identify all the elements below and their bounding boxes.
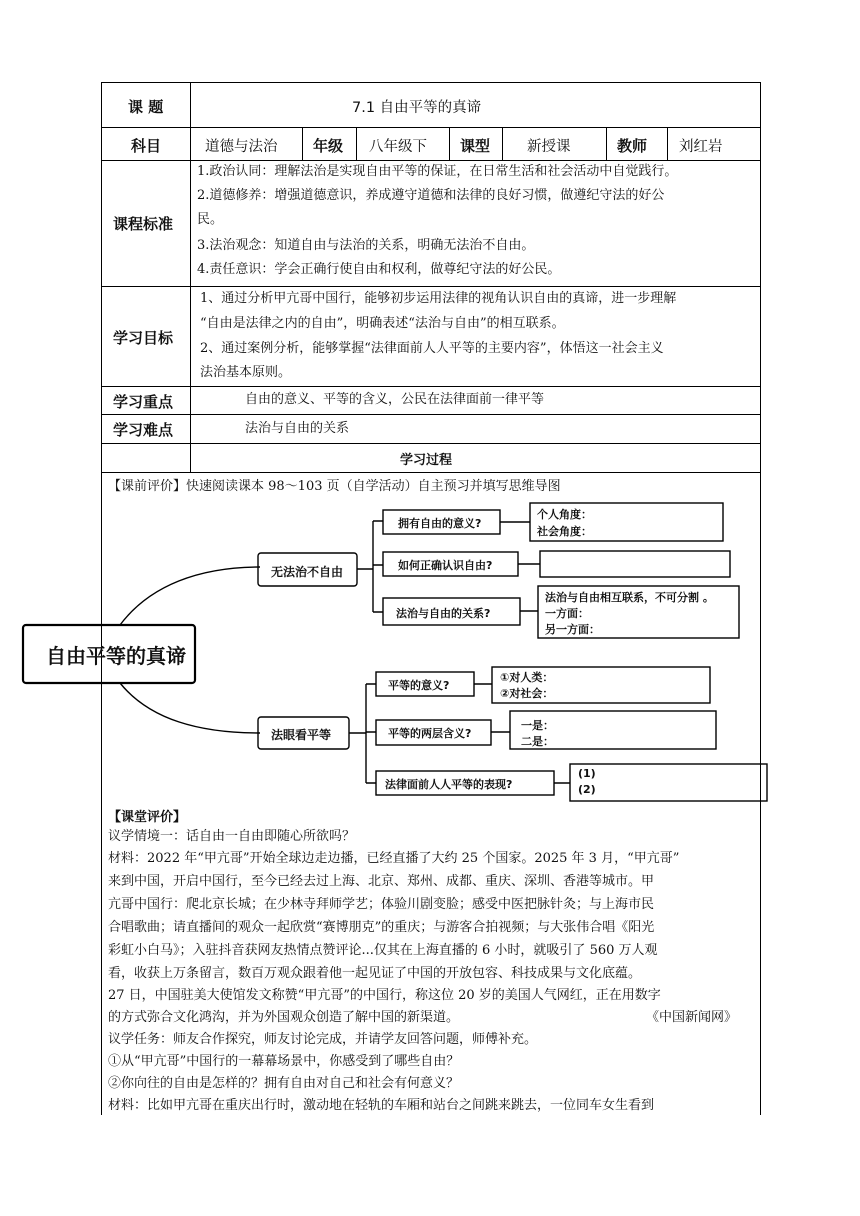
classroom-line: 来到中国，开启中国行，至今已经去过上海、北京、郑州、成都、重庆、深圳、香港等城市。甲 <box>108 874 655 889</box>
pre-class-instruction: 【课前评价】快速阅读课本 98～103 页（自学活动）自主预习并填写思维导图 <box>108 479 561 494</box>
mindmap-question: 法治与自由的关系? <box>396 607 491 620</box>
key-points-text: 自由的意义、平等的含义，公民在法律面前一律平等 <box>245 392 545 407</box>
mindmap-answer-line: 社会角度： <box>537 525 592 538</box>
difficulties-text: 法治与自由的关系 <box>245 421 350 436</box>
mindmap-answer-line: (2) <box>578 783 596 796</box>
mindmap-question: 平等的两层含义? <box>388 727 472 740</box>
mindmap-answer-line: ①对人类： <box>500 671 554 684</box>
topic-label: 课 题 <box>128 98 164 116</box>
classroom-line: 议学情境一：话自由一自由即随心所欲吗？ <box>108 829 356 844</box>
mindmap-answer-line: 另一方面： <box>545 623 600 636</box>
mindmap-answer-line: 二是： <box>521 735 554 748</box>
subject-label: 科目 <box>131 137 162 155</box>
classroom-line: 27 日，中国驻美大使馆发文称赞“甲亢哥”的中国行，称这位 20 岁的美国人气网红，正在用数字 <box>108 988 661 1003</box>
mindmap-question: 拥有自由的意义? <box>398 517 482 530</box>
classroom-line: ①从“甲亢哥”中国行的一幕幕场景中，你感受到了哪些自由？ <box>108 1054 460 1069</box>
teacher-value: 刘红岩 <box>679 139 723 155</box>
classroom-line: ②你向往的自由是怎样的？拥有自由对自己和社会有何意义？ <box>108 1076 460 1091</box>
objectives-line: 1、通过分析甲亢哥中国行，能够初步运用法律的视角认识自由的真谛，进一步理解 <box>200 291 677 306</box>
teacher-label: 教师 <box>617 137 648 155</box>
mindmap-answer-line: 法治与自由相互联系，不可分割 。 <box>545 591 714 604</box>
objectives-line: 法治基本原则。 <box>200 365 292 380</box>
source-citation: 《中国新闻网》 <box>646 1010 738 1025</box>
process-title: 学习过程 <box>400 453 453 468</box>
grade-label: 年级 <box>313 137 344 155</box>
difficulties-label: 学习难点 <box>113 421 174 439</box>
lesson-type-value: 新授课 <box>527 139 571 155</box>
mindmap-question: 如何正确认识自由? <box>398 559 493 572</box>
classroom-line: 亢哥中国行：爬北京长城；在少林寺拜师学艺；体验川剧变脸；感受中医把脉针灸；与上海市民 <box>108 897 655 912</box>
mindmap-answer-line: 个人角度： <box>537 508 592 521</box>
standards-line: 民。 <box>197 212 224 227</box>
mindmap-branch-equality: 法眼看平等 <box>271 728 332 742</box>
standards-label: 课程标准 <box>113 215 174 233</box>
key-points-label: 学习重点 <box>113 393 174 411</box>
mindmap-answer-line: (1) <box>578 767 596 780</box>
mindmap-answer-line: ②对社会： <box>500 687 554 700</box>
lesson-type-label: 课型 <box>460 137 491 155</box>
mindmap-answer-line: 一是： <box>521 719 554 732</box>
mindmap-question: 平等的意义? <box>388 679 450 692</box>
classroom-line: 材料：比如甲亢哥在重庆出行时，激动地在轻轨的车厢和站台之间跳来跳去，一位同车女生看到 <box>108 1098 655 1113</box>
grade-value: 八年级下 <box>369 139 427 155</box>
classroom-line: 合唱歌曲；请直播间的观众一起欣赏“赛博朋克”的重庆；与游客合拍视频；与大张伟合唱《阳光 <box>108 920 655 935</box>
standards-line: 2.道德修养：增强道德意识，养成遵守道德和法律的良好习惯，做遵纪守法的好公 <box>197 188 665 203</box>
objectives-line: 2、通过案例分析，能够掌握“法律面前人人平等的主要内容”，体悟这一社会主义 <box>200 341 664 356</box>
objectives-line: “自由是法律之内的自由”，明确表述“法治与自由”的相互联系。 <box>200 316 565 331</box>
classroom-line: 看，收获上万条留言，数百万观众跟着他一起见证了中国的开放包容、科技成果与文化底蕴。 <box>108 966 642 981</box>
mindmap-answer-line: 一方面： <box>545 607 589 620</box>
standards-line: 3.法治观念：知道自由与法治的关系，明确无法治不自由。 <box>197 238 535 253</box>
mindmap-center: 自由平等的真谛 <box>46 644 186 668</box>
classroom-line: 材料：2022 年“甲亢哥”开始全球边走边播，已经直播了大约 25 个国家。2025 年 3 月，“甲亢哥” <box>108 851 680 866</box>
mindmap-branch-freedom: 无法治不自由 <box>271 565 344 579</box>
classroom-line: 的方式弥合文化鸿沟，并为外国观众创造了解中国的新渠道。 <box>108 1010 460 1025</box>
classroom-line: 彩虹小白马》；入驻抖音获网友热情点赞评论...仅其在上海直播的 6 小时，就吸引了 560 万人观 <box>108 943 658 958</box>
standards-line: 1.政治认同：理解法治是实现自由平等的保证，在日常生活和社会活动中自觉践行。 <box>197 164 678 179</box>
topic-title: 7.1 自由平等的真谛 <box>352 100 482 116</box>
classroom-line: 议学任务：师友合作探究，师友讨论完成，并请学友回答问题，师傅补充。 <box>108 1032 538 1047</box>
mindmap-question: 法律面前人人平等的表现? <box>385 778 513 791</box>
classroom-title: 【课堂评价】 <box>108 810 187 825</box>
subject-value: 道德与法治 <box>205 139 278 155</box>
objectives-label: 学习目标 <box>113 329 174 347</box>
standards-line: 4.责任意识：学会正确行使自由和权利，做尊纪守法的好公民。 <box>197 262 561 277</box>
